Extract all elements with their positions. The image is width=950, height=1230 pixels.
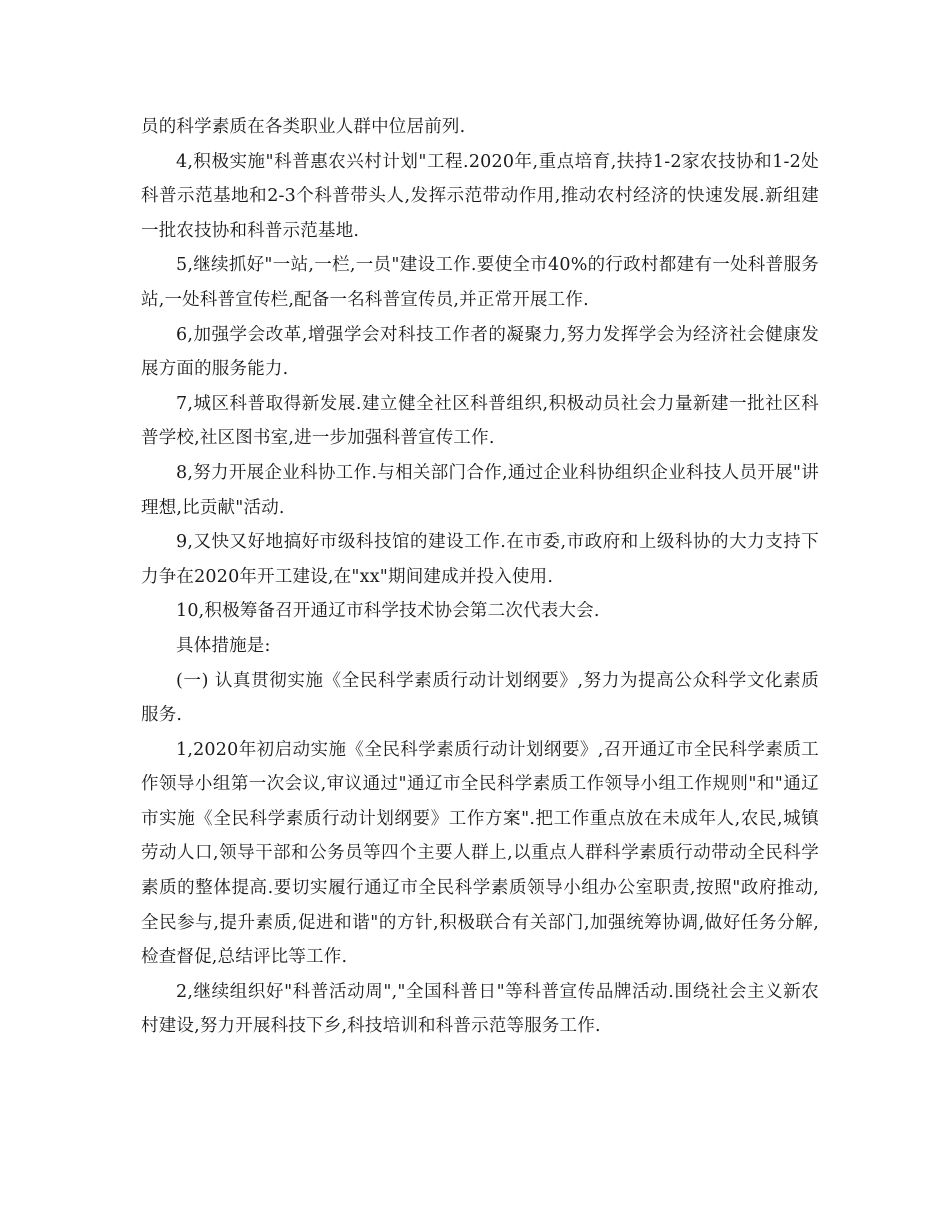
document-body	[141, 110, 819, 1044]
paragraph-measure-1: 1,2020年初启动实施《全民科学素质行动计划纲要》,召开通辽市全民科学素质工作领导小组第一次会议,审议通过"通辽市全民科学素质工作领导小组工作规则"和"通辽市实施《全民科学素质行动计划纲要》工作方案".把工作重点放在未成年人,农民,城镇劳动人口,领导干部和公务员等四个主要人群上,以重点人群科学素质行动带动全民科学素质的整体提高.要切实履行通辽市全民科学素质领导小组办公室职责,按照"政府推动,全民参与,提升素质,促进和谐"的方针,积极联合有关部门,加强统筹协调,做好任务分解,检查督促,总结评比等工作.	[141, 739, 819, 968]
paragraph-item-10: 10,积极筹备召开通辽市科学技术协会第二次代表大会.	[176, 601, 600, 622]
paragraph-item-9: 9,又快又好地搞好市级科技馆的建设工作.在市委,市政府和上级科协的大力支持下力争在2020年开工建设,在"xx"期间建成并投入使用.	[141, 532, 819, 587]
paragraph-item-8: 8,努力开展企业科协工作.与相关部门合作,通过企业科协组织企业科技人员开展"讲理想,比贡献"活动.	[141, 462, 819, 518]
paragraph-item-5: 5,继续抓好"一站,一栏,一员"建设工作.要使全市40%的行政村都建有一处科普服务站,一处科普宣传栏,配备一名科普宣传员,并正常开展工作.	[141, 255, 819, 310]
paragraph-continuation: 员的科学素质在各类职业人群中位居前列.	[141, 117, 466, 137]
paragraph-measure-2: 2,继续组织好"科普活动周","全国科普日"等科普宣传品牌活动.围绕社会主义新农村建设,努力开展科技下乡,科技培训和科普示范等服务工作.	[141, 981, 819, 1037]
paragraph-item-6: 6,加强学会改革,增强学会对科技工作者的凝聚力,努力发挥学会为经济社会健康发展方面的服务能力.	[141, 324, 819, 380]
paragraph-item-7: 7,城区科普取得新发展.建立健全社区科普组织,积极动员社会力量新建一批社区科普学校,社区图书室,进一步加强科普宣传工作.	[141, 393, 819, 449]
paragraph-section-1-heading: (一) 认真贯彻实施《全民科学素质行动计划纲要》,努力为提高公众科学文化素质服务.	[141, 670, 819, 726]
paragraph-item-4: 4,积极实施"科普惠农兴村计划"工程.2020年,重点培育,扶持1-2家农技协和1-2处科普示范基地和2-3个科普带头人,发挥示范带动作用,推动农村经济的快速发展.新组建一批农技协和科普示范基地.	[141, 151, 819, 241]
paragraph-measures-heading: 具体措施是:	[176, 635, 271, 656]
